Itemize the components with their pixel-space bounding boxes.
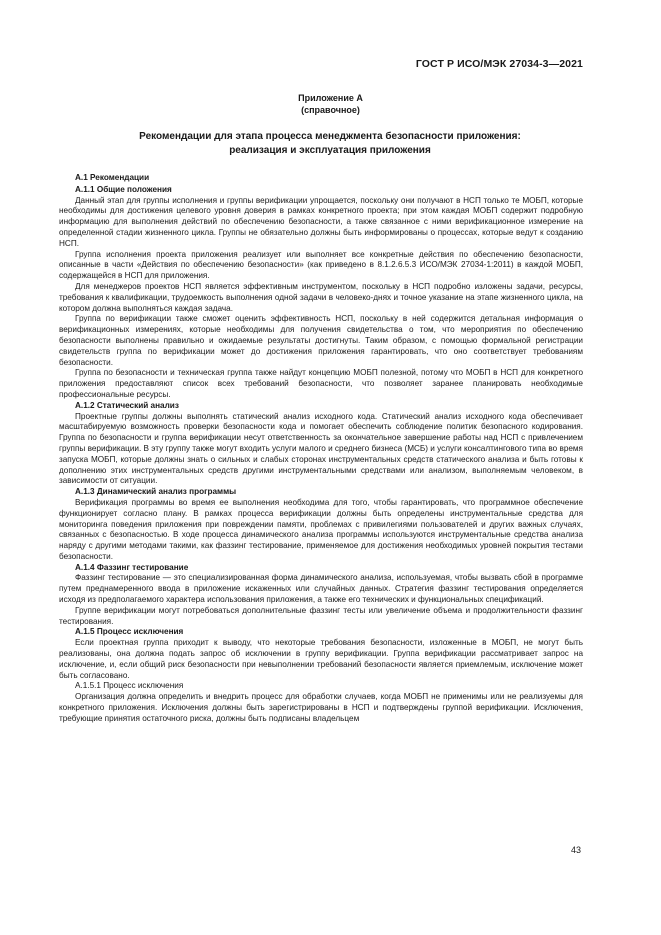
paragraph: Проектные группы должны выполнять статический анализ исходного кода. Статический анализ исходного кода обеспечивает масштабируемую возможность проверки безопасности кода и помогает обеспечить соблюдение политик безопасного кодирования. Группа по безопасности и группа верификации несут ответственность за окончательное завершение работы над НСП с привлечением группы верификации. В эту группу также могут входить услуги малого и среднего бизнеса (МСБ) и услуги консалтингового типа во время запуска МОБП, которые должны знать о сильных и слабых сторонах инструментальных средств статического анализа и быть готовы к дополнению этих инструментальных средств другими инструментальными средствами или анализом, выполняемым человеком, в зависимости от ситуации. [59, 411, 583, 486]
appendix-title: Приложение А [298, 93, 363, 103]
section-heading-a13: А.1.3 Динамический анализ программы [75, 487, 237, 497]
paragraph: Группа по безопасности и техническая группа также найдут концепцию МОБП полезной, потому что МОБП в НСП для конкретного приложения предоставляют список всех требований безопасности, что позволяет заранее планировать необходимые профессиональные ресурсы. [59, 368, 583, 399]
paragraph: Группа по верификации также сможет оценить эффективность НСП, поскольку в ней содержится детальная информация о верификационных измерениях, которые необходимы для получения свидетельства о том, что мероприятия по обеспечению безопасности выполнены правильно и ожидаемые результаты достигнуты. Таким образом, с помощью формальной регистрации свидетельств группа по верификации может до достижения приложения гарантировать, что оно соответствует требованиям безопасности. [59, 314, 583, 367]
paragraph: Группе верификации могут потребоваться дополнительные фаззинг тесты или увеличение объема и продолжительности фаззинг тестирования. [59, 605, 583, 626]
document-title [80, 130, 580, 158]
section-heading-a15: А.1.5 Процесс исключения [75, 627, 184, 637]
section-heading-a12: А.1.2 Статический анализ [75, 400, 179, 410]
page-number: 43 [570, 845, 581, 855]
title-line-2: реализация и эксплуатация приложения [229, 145, 431, 156]
paragraph: Группа исполнения проекта приложения реализует или выполняет все конкретные действия по обеспечению безопасности, описанные в части «Действия по обеспечению безопасности» (как приведено в 8.1.2.6.5.3 ИСО/МЭК 27034-1:2011) в каждой МОБП, содержащейся в НСП для приложения. [59, 249, 583, 281]
title-line-1: Рекомендации для этапа процесса менеджмента безопасности приложения: [139, 131, 521, 142]
body-text [59, 173, 583, 725]
paragraph: Верификация программы во время ее выполнения необходима для того, чтобы гарантировать, что программное обеспечение функционирует согласно плану. В рамках процесса верификации должны быть определены инструментальные средства для мониторинга поведения приложения при повреждении памяти, проблемах с привилегиями пользователей и других важных случаях, связанных с безопасностью. В ходе процесса динамического анализа программы используются инструментальные средства анализа наряду с другими методами такими, как фаззинг тестирование, применяемое для достижения необходимых уровней покрытия тестами безопасности. [59, 497, 583, 561]
paragraph: Для менеджеров проектов НСП является эффективным инструментом, поскольку в НСП подробно изложены задачи, ресурсы, требования к квалификации, трудоемкость выполнения одной задачи в человеко-днях и точное указание на этапе жизненного цикла, на котором должна выполняться каждая задача. [59, 281, 583, 313]
standard-header: ГОСТ Р ИСО/МЭК 27034-3—2021 [415, 58, 583, 70]
paragraph: Организация должна определить и внедрить процесс для обработки случаев, когда МОБП не применимы или не реализуемы для конкретного приложения. Исключения должны быть зарегистрированы в НСП и подтверждены группой верификации. Исключения, требующие принятия остаточного риска, должны быть подписаны владельцем [59, 692, 583, 723]
paragraph: Если проектная группа приходит к выводу, что некоторые требования безопасности, изложенные в МОБП, не могут быть реализованы, она должна подать запрос об исключении в группу верификации. Группа верификации рассматривает запрос на исключение, и, если общий риск безопасности при невыполнении требований безопасности является приемлемым, исключение может быть согласовано. [59, 638, 583, 680]
appendix-kind: (справочное) [301, 104, 360, 115]
appendix-heading [0, 93, 661, 116]
section-heading-a1: А.1 Рекомендации [75, 173, 150, 182]
section-heading-a11: А.1.1 Общие положения [75, 184, 172, 194]
subsection-heading-a151: А.1.5.1 Процесс исключения [75, 681, 184, 691]
section-heading-a14: А.1.4 Фаззинг тестирование [75, 562, 189, 572]
paragraph: Данный этап для группы исполнения и группы верификации упрощается, поскольку они получают в НСП только те МОБП, которые необходимы для достижения целевого уровня доверия в рамках конкретного проекта; при этом каждая МОБП содержит подробную информацию для выполнения действий по обеспечению безопасности, а также связанное с ними верификационное измерение на определенной стадии жизненного цикла. Группы не обязательно должны быть информированы о процессах, которые ведут к созданию НСП. [59, 195, 583, 248]
paragraph: Фаззинг тестирование — это специализированная форма динамического анализа, используемая, чтобы вызвать сбой в программе путем преднамеренного ввода в приложение искаженных или случайных данных. Стратегия фаззинг тестирования определяется исходя из предполагаемого характера использования приложения, а также его технических и функциональных спецификаций. [59, 573, 583, 605]
